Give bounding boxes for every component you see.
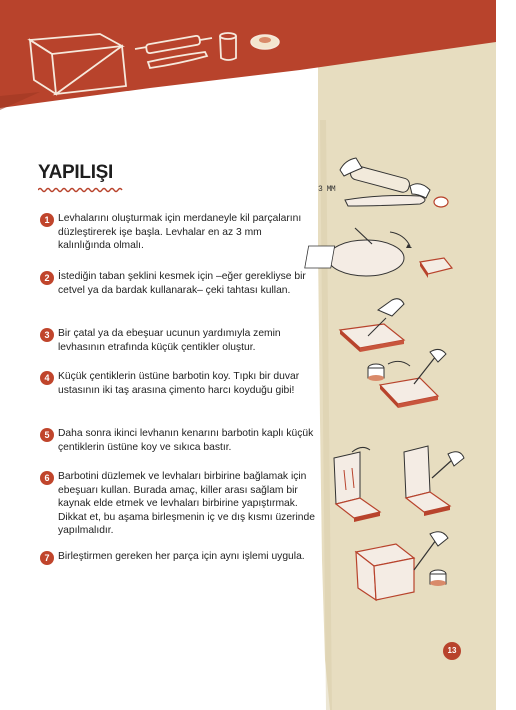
joining-walls-illustration <box>334 446 464 522</box>
page-title: YAPILIŞI <box>38 162 114 183</box>
thickness-label: 3 MM <box>318 185 336 194</box>
page-number-badge: 13 <box>443 642 461 660</box>
step-text: Birleştirmen gereken her parça için aynı işlemi uygula. <box>58 551 305 562</box>
step-text: Bir çatal ya da ebeşuar ucunun yardımıyla zemin levhasının etrafında küçük çentikler oluştur. <box>58 328 281 353</box>
step-number: 4 <box>40 371 54 385</box>
rolling-slab-illustration <box>340 158 448 207</box>
step-number: 2 <box>40 271 54 285</box>
step-number: 7 <box>40 551 54 565</box>
notching-slab-illustration <box>340 299 404 352</box>
step-text: Barbotini düzlemek ve levhaları birbirine bağlamak için ebeşuarı kullan. Burada amaç, killer arası sağlam bir kaynak elde etmek ve levhaları birbirine yapıştırmak. Dikkat et, bu aşama birleşmenin iç ve dış kısmı üzerinde yapılmalıdır. <box>58 471 315 537</box>
step-text: İstediğin taban şeklini kesmek için –eğer gerekliyse bir cetvel ya da bardak kullanarak– çeki tahtası kullan. <box>58 271 306 296</box>
step-text: Küçük çentiklerin üstüne barbotin koy. Tıpkı bir duvar ustasının iki taş arasına çimento harcı koyduğu gibi! <box>58 371 300 396</box>
slip-application-illustration <box>368 349 446 408</box>
step-number: 3 <box>40 328 54 342</box>
step-number: 1 <box>40 213 54 227</box>
step-number: 5 <box>40 428 54 442</box>
box-assembly-illustration <box>356 532 448 600</box>
step-text: Daha sonra ikinci levhanın kenarını barbotin kaplı küçük çentiklerin üstüne koy ve sıkıca bastır. <box>58 428 314 453</box>
step-text: Levhalarını oluşturmak için merdaneyle kil parçalarını düzleştirerek işe başla. Levhalar en az 3 mm kalınlığında olmalı. <box>58 213 302 252</box>
cutting-slab-illustration <box>305 228 452 278</box>
step-number: 6 <box>40 471 54 485</box>
